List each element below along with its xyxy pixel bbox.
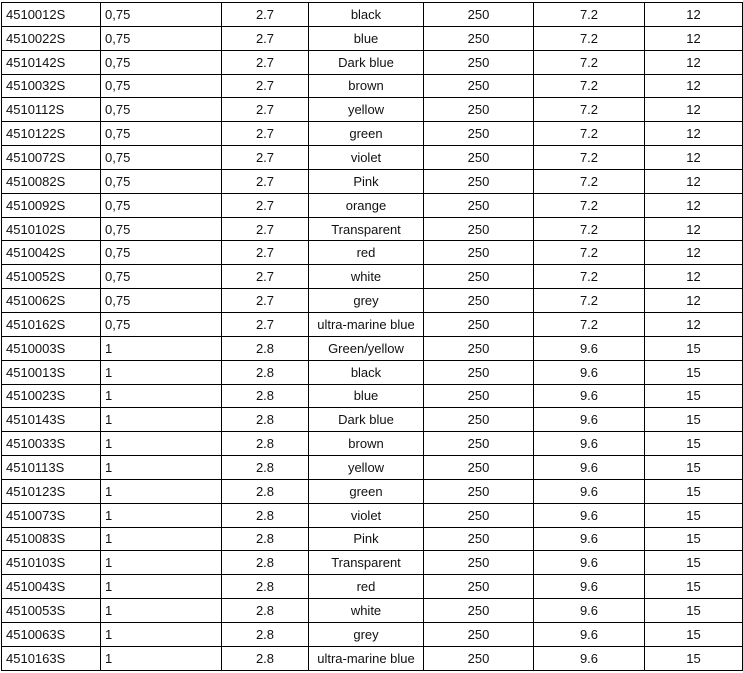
cross-section-cell: 0,75	[101, 98, 222, 122]
weight-cell: 9.6	[534, 479, 645, 503]
length-cell: 250	[424, 98, 534, 122]
article-number-cell: 4510072S	[2, 146, 101, 170]
article-number-cell: 4510082S	[2, 169, 101, 193]
article-number-cell: 4510102S	[2, 217, 101, 241]
color-cell: grey	[309, 289, 424, 313]
length-cell: 250	[424, 575, 534, 599]
quantity-cell: 15	[645, 336, 743, 360]
outer-diameter-cell: 2.8	[222, 360, 309, 384]
cross-section-cell: 1	[101, 456, 222, 480]
outer-diameter-cell: 2.7	[222, 169, 309, 193]
weight-cell: 9.6	[534, 551, 645, 575]
length-cell: 250	[424, 551, 534, 575]
weight-cell: 9.6	[534, 575, 645, 599]
cross-section-cell: 0,75	[101, 146, 222, 170]
length-cell: 250	[424, 456, 534, 480]
cross-section-cell: 0,75	[101, 217, 222, 241]
table-row	[2, 26, 743, 50]
length-cell: 250	[424, 336, 534, 360]
quantity-cell: 15	[645, 527, 743, 551]
table-row	[2, 551, 743, 575]
article-number-cell: 4510053S	[2, 599, 101, 623]
table-row	[2, 241, 743, 265]
color-cell: Pink	[309, 527, 424, 551]
color-cell: blue	[309, 26, 424, 50]
color-cell: ultra-marine blue	[309, 646, 424, 670]
outer-diameter-cell: 2.8	[222, 456, 309, 480]
outer-diameter-cell: 2.7	[222, 26, 309, 50]
weight-cell: 7.2	[534, 169, 645, 193]
weight-cell: 7.2	[534, 26, 645, 50]
outer-diameter-cell: 2.7	[222, 217, 309, 241]
table-row	[2, 622, 743, 646]
cross-section-cell: 1	[101, 575, 222, 599]
weight-cell: 9.6	[534, 456, 645, 480]
outer-diameter-cell: 2.7	[222, 241, 309, 265]
length-cell: 250	[424, 312, 534, 336]
outer-diameter-cell: 2.7	[222, 312, 309, 336]
cross-section-cell: 0,75	[101, 169, 222, 193]
table-row	[2, 50, 743, 74]
article-number-cell: 4510003S	[2, 336, 101, 360]
weight-cell: 7.2	[534, 265, 645, 289]
article-number-cell: 4510063S	[2, 622, 101, 646]
cross-section-cell: 0,75	[101, 241, 222, 265]
cross-section-cell: 0,75	[101, 193, 222, 217]
color-cell: white	[309, 599, 424, 623]
article-number-cell: 4510052S	[2, 265, 101, 289]
table-row	[2, 503, 743, 527]
weight-cell: 9.6	[534, 527, 645, 551]
color-cell: Pink	[309, 169, 424, 193]
quantity-cell: 12	[645, 50, 743, 74]
article-number-cell: 4510123S	[2, 479, 101, 503]
cross-section-cell: 0,75	[101, 265, 222, 289]
cross-section-cell: 1	[101, 551, 222, 575]
table-row	[2, 360, 743, 384]
length-cell: 250	[424, 599, 534, 623]
outer-diameter-cell: 2.8	[222, 527, 309, 551]
weight-cell: 7.2	[534, 241, 645, 265]
outer-diameter-cell: 2.8	[222, 503, 309, 527]
quantity-cell: 15	[645, 384, 743, 408]
weight-cell: 9.6	[534, 336, 645, 360]
table-row	[2, 217, 743, 241]
outer-diameter-cell: 2.7	[222, 74, 309, 98]
outer-diameter-cell: 2.8	[222, 551, 309, 575]
outer-diameter-cell: 2.8	[222, 646, 309, 670]
weight-cell: 9.6	[534, 622, 645, 646]
cross-section-cell: 0,75	[101, 312, 222, 336]
color-cell: Green/yellow	[309, 336, 424, 360]
cross-section-cell: 1	[101, 622, 222, 646]
article-number-cell: 4510113S	[2, 456, 101, 480]
weight-cell: 7.2	[534, 146, 645, 170]
weight-cell: 9.6	[534, 408, 645, 432]
outer-diameter-cell: 2.8	[222, 479, 309, 503]
cross-section-cell: 0,75	[101, 289, 222, 313]
outer-diameter-cell: 2.7	[222, 193, 309, 217]
color-cell: Transparent	[309, 217, 424, 241]
quantity-cell: 15	[645, 551, 743, 575]
table-row	[2, 599, 743, 623]
quantity-cell: 12	[645, 146, 743, 170]
quantity-cell: 15	[645, 646, 743, 670]
color-cell: white	[309, 265, 424, 289]
length-cell: 250	[424, 146, 534, 170]
color-cell: brown	[309, 432, 424, 456]
length-cell: 250	[424, 265, 534, 289]
cross-section-cell: 1	[101, 384, 222, 408]
table-row	[2, 527, 743, 551]
quantity-cell: 12	[645, 241, 743, 265]
length-cell: 250	[424, 241, 534, 265]
quantity-cell: 15	[645, 360, 743, 384]
weight-cell: 7.2	[534, 98, 645, 122]
outer-diameter-cell: 2.7	[222, 265, 309, 289]
cross-section-cell: 0,75	[101, 50, 222, 74]
cross-section-cell: 1	[101, 432, 222, 456]
outer-diameter-cell: 2.7	[222, 146, 309, 170]
length-cell: 250	[424, 527, 534, 551]
length-cell: 250	[424, 3, 534, 27]
article-number-cell: 4510122S	[2, 122, 101, 146]
table-row	[2, 456, 743, 480]
quantity-cell: 15	[645, 575, 743, 599]
quantity-cell: 15	[645, 432, 743, 456]
article-number-cell: 4510013S	[2, 360, 101, 384]
color-cell: black	[309, 360, 424, 384]
quantity-cell: 12	[645, 193, 743, 217]
weight-cell: 7.2	[534, 217, 645, 241]
color-cell: blue	[309, 384, 424, 408]
article-number-cell: 4510023S	[2, 384, 101, 408]
cross-section-cell: 1	[101, 360, 222, 384]
color-cell: Dark blue	[309, 50, 424, 74]
color-cell: grey	[309, 622, 424, 646]
cross-section-cell: 1	[101, 336, 222, 360]
quantity-cell: 15	[645, 408, 743, 432]
article-number-cell: 4510073S	[2, 503, 101, 527]
quantity-cell: 12	[645, 289, 743, 313]
quantity-cell: 12	[645, 122, 743, 146]
table-row	[2, 74, 743, 98]
article-number-cell: 4510062S	[2, 289, 101, 313]
table-row	[2, 384, 743, 408]
weight-cell: 7.2	[534, 289, 645, 313]
cross-section-cell: 1	[101, 527, 222, 551]
article-number-cell: 4510012S	[2, 3, 101, 27]
length-cell: 250	[424, 217, 534, 241]
length-cell: 250	[424, 50, 534, 74]
weight-cell: 9.6	[534, 599, 645, 623]
table-row	[2, 336, 743, 360]
color-cell: red	[309, 241, 424, 265]
length-cell: 250	[424, 74, 534, 98]
weight-cell: 7.2	[534, 193, 645, 217]
outer-diameter-cell: 2.7	[222, 122, 309, 146]
quantity-cell: 15	[645, 456, 743, 480]
color-cell: black	[309, 3, 424, 27]
outer-diameter-cell: 2.8	[222, 384, 309, 408]
table-row	[2, 408, 743, 432]
color-cell: violet	[309, 146, 424, 170]
weight-cell: 9.6	[534, 646, 645, 670]
quantity-cell: 12	[645, 312, 743, 336]
weight-cell: 9.6	[534, 360, 645, 384]
quantity-cell: 15	[645, 622, 743, 646]
article-number-cell: 4510163S	[2, 646, 101, 670]
cross-section-cell: 0,75	[101, 3, 222, 27]
table-row	[2, 3, 743, 27]
color-cell: Transparent	[309, 551, 424, 575]
weight-cell: 7.2	[534, 50, 645, 74]
cross-section-cell: 1	[101, 599, 222, 623]
article-number-cell: 4510092S	[2, 193, 101, 217]
article-number-cell: 4510043S	[2, 575, 101, 599]
table-row	[2, 575, 743, 599]
color-cell: Dark blue	[309, 408, 424, 432]
length-cell: 250	[424, 26, 534, 50]
outer-diameter-cell: 2.8	[222, 599, 309, 623]
quantity-cell: 12	[645, 217, 743, 241]
cross-section-cell: 0,75	[101, 122, 222, 146]
weight-cell: 9.6	[534, 432, 645, 456]
weight-cell: 7.2	[534, 3, 645, 27]
length-cell: 250	[424, 122, 534, 146]
outer-diameter-cell: 2.7	[222, 3, 309, 27]
cross-section-cell: 1	[101, 646, 222, 670]
weight-cell: 7.2	[534, 312, 645, 336]
article-number-cell: 4510162S	[2, 312, 101, 336]
color-cell: green	[309, 122, 424, 146]
table-row	[2, 98, 743, 122]
color-cell: orange	[309, 193, 424, 217]
cross-section-cell: 0,75	[101, 74, 222, 98]
table-row	[2, 193, 743, 217]
outer-diameter-cell: 2.7	[222, 289, 309, 313]
quantity-cell: 12	[645, 265, 743, 289]
color-cell: red	[309, 575, 424, 599]
article-number-cell: 4510042S	[2, 241, 101, 265]
quantity-cell: 15	[645, 479, 743, 503]
color-cell: ultra-marine blue	[309, 312, 424, 336]
table-row	[2, 122, 743, 146]
cross-section-cell: 1	[101, 503, 222, 527]
article-number-cell: 4510142S	[2, 50, 101, 74]
color-cell: violet	[309, 503, 424, 527]
table-row	[2, 646, 743, 670]
outer-diameter-cell: 2.8	[222, 622, 309, 646]
color-cell: yellow	[309, 98, 424, 122]
length-cell: 250	[424, 622, 534, 646]
quantity-cell: 12	[645, 74, 743, 98]
table-row	[2, 169, 743, 193]
table-row	[2, 312, 743, 336]
article-number-cell: 4510022S	[2, 26, 101, 50]
table-body	[2, 3, 743, 671]
color-cell: brown	[309, 74, 424, 98]
article-number-cell: 4510083S	[2, 527, 101, 551]
quantity-cell: 15	[645, 503, 743, 527]
article-number-cell: 4510033S	[2, 432, 101, 456]
article-number-cell: 4510032S	[2, 74, 101, 98]
weight-cell: 7.2	[534, 74, 645, 98]
length-cell: 250	[424, 384, 534, 408]
weight-cell: 7.2	[534, 122, 645, 146]
quantity-cell: 12	[645, 3, 743, 27]
length-cell: 250	[424, 193, 534, 217]
table-row	[2, 265, 743, 289]
quantity-cell: 12	[645, 169, 743, 193]
weight-cell: 9.6	[534, 384, 645, 408]
cross-section-cell: 1	[101, 408, 222, 432]
outer-diameter-cell: 2.8	[222, 408, 309, 432]
length-cell: 250	[424, 646, 534, 670]
outer-diameter-cell: 2.7	[222, 50, 309, 74]
weight-cell: 9.6	[534, 503, 645, 527]
product-spec-table	[1, 2, 743, 671]
table-row	[2, 479, 743, 503]
quantity-cell: 15	[645, 599, 743, 623]
cross-section-cell: 0,75	[101, 26, 222, 50]
color-cell: green	[309, 479, 424, 503]
length-cell: 250	[424, 503, 534, 527]
quantity-cell: 12	[645, 26, 743, 50]
length-cell: 250	[424, 169, 534, 193]
article-number-cell: 4510103S	[2, 551, 101, 575]
article-number-cell: 4510112S	[2, 98, 101, 122]
outer-diameter-cell: 2.8	[222, 575, 309, 599]
color-cell: yellow	[309, 456, 424, 480]
table-row	[2, 432, 743, 456]
length-cell: 250	[424, 408, 534, 432]
length-cell: 250	[424, 432, 534, 456]
article-number-cell: 4510143S	[2, 408, 101, 432]
outer-diameter-cell: 2.7	[222, 98, 309, 122]
length-cell: 250	[424, 479, 534, 503]
outer-diameter-cell: 2.8	[222, 336, 309, 360]
table-row	[2, 289, 743, 313]
cross-section-cell: 1	[101, 479, 222, 503]
length-cell: 250	[424, 289, 534, 313]
outer-diameter-cell: 2.8	[222, 432, 309, 456]
length-cell: 250	[424, 360, 534, 384]
quantity-cell: 12	[645, 98, 743, 122]
table-row	[2, 146, 743, 170]
